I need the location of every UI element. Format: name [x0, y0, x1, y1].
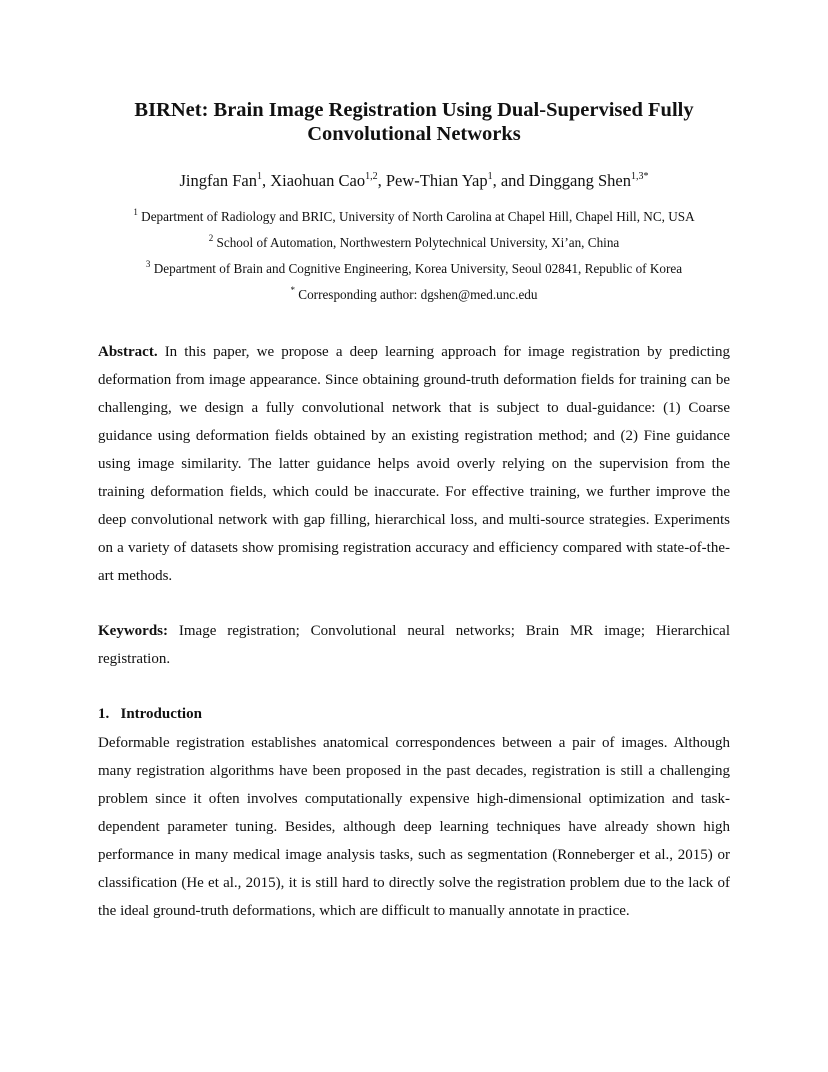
- author-name: Dinggang Shen: [528, 171, 631, 190]
- affiliation-2: [40, 235, 788, 251]
- author-name: Jingfan Fan: [179, 171, 257, 190]
- corresponding-author-text: Corresponding author: dgshen@med.unc.edu: [298, 287, 538, 302]
- author-affiliation-mark: 1,2: [365, 171, 378, 182]
- affiliation-1: [40, 209, 788, 225]
- abstract-label: Abstract.: [98, 344, 158, 360]
- affiliation-text: School of Automation, Northwestern Polytechnical University, Xi’an, China: [216, 235, 620, 250]
- author-separator: ,: [377, 171, 386, 190]
- abstract-text: In this paper, we propose a deep learning approach for image registration by predicting deformation from image appearance. Since obtaining ground-truth deformation fields for training can be challenging, we design a fully convolutional network that is subject to dual-guidance: (1) Coarse guidance using deformation fields obtained by an existing registration method; and (2) Fine guidance using image similarity. The latter guidance helps avoid overly relying on the supervision from the training deformation fields, which could be inaccurate. For effective training, we further improve the deep convolutional network with gap filling, hierarchical loss, and multi-source strategies. Experiments on a variety of datasets show promising registration accuracy and efficiency compared with state-of-the-art methods.: [98, 344, 730, 584]
- section-heading: [98, 702, 202, 726]
- author-affiliation-mark: 1,3*: [630, 171, 649, 182]
- keywords: [98, 617, 730, 673]
- author-separator: , and: [492, 171, 529, 190]
- affiliation-text: Department of Radiology and BRIC, University of North Carolina at Chapel Hill, Chapel Hill, NC, USA: [141, 209, 695, 224]
- affiliation-3: [40, 261, 788, 277]
- affiliation-mark: *: [290, 285, 295, 295]
- corresponding-author: [40, 287, 788, 303]
- author-affiliation-mark: 1: [256, 171, 262, 182]
- introduction-paragraph: Deformable registration establishes anatomical correspondences between a pair of images. Although many registration algorithms have been proposed in the past decades, registration is still a challenging problem since it often involves computationally expensive high-dimensional optimization and task-dependent parameter tuning. Besides, although deep learning techniques have already shown high performance in many medical image analysis tasks, such as segmentation (Ronneberger et al., 2015) or classification (He et al., 2015), it is still hard to directly solve the registration problem due to the lack of the ideal ground-truth deformations, which are difficult to manually annotate in practice.: [98, 735, 730, 919]
- title-line-1: BIRNet: Brain Image Registration Using Dual-Supervised Fully: [134, 99, 694, 121]
- affiliation-mark: 1: [133, 207, 138, 217]
- abstract: [98, 338, 730, 590]
- author-separator: ,: [261, 171, 271, 190]
- keywords-text: Image registration; Convolutional neural networks; Brain MR image; Hierarchical registration.: [98, 623, 730, 667]
- author-name: Xiaohuan Cao: [270, 171, 366, 190]
- section-title: Introduction: [120, 706, 202, 722]
- author-list: [40, 170, 788, 192]
- title-line-2: Convolutional Networks: [307, 123, 521, 145]
- paper-title: [60, 98, 768, 146]
- affiliation-text: Department of Brain and Cognitive Engineering, Korea University, Seoul 02841, Republic of Korea: [153, 261, 683, 276]
- keywords-label: Keywords:: [98, 623, 168, 639]
- author-name: Pew-Thian Yap: [385, 171, 488, 190]
- affiliation-mark: 2: [208, 233, 214, 243]
- affiliation-mark: 3: [145, 259, 151, 269]
- author-affiliation-mark: 1: [487, 171, 493, 182]
- section-number: 1.: [98, 706, 110, 722]
